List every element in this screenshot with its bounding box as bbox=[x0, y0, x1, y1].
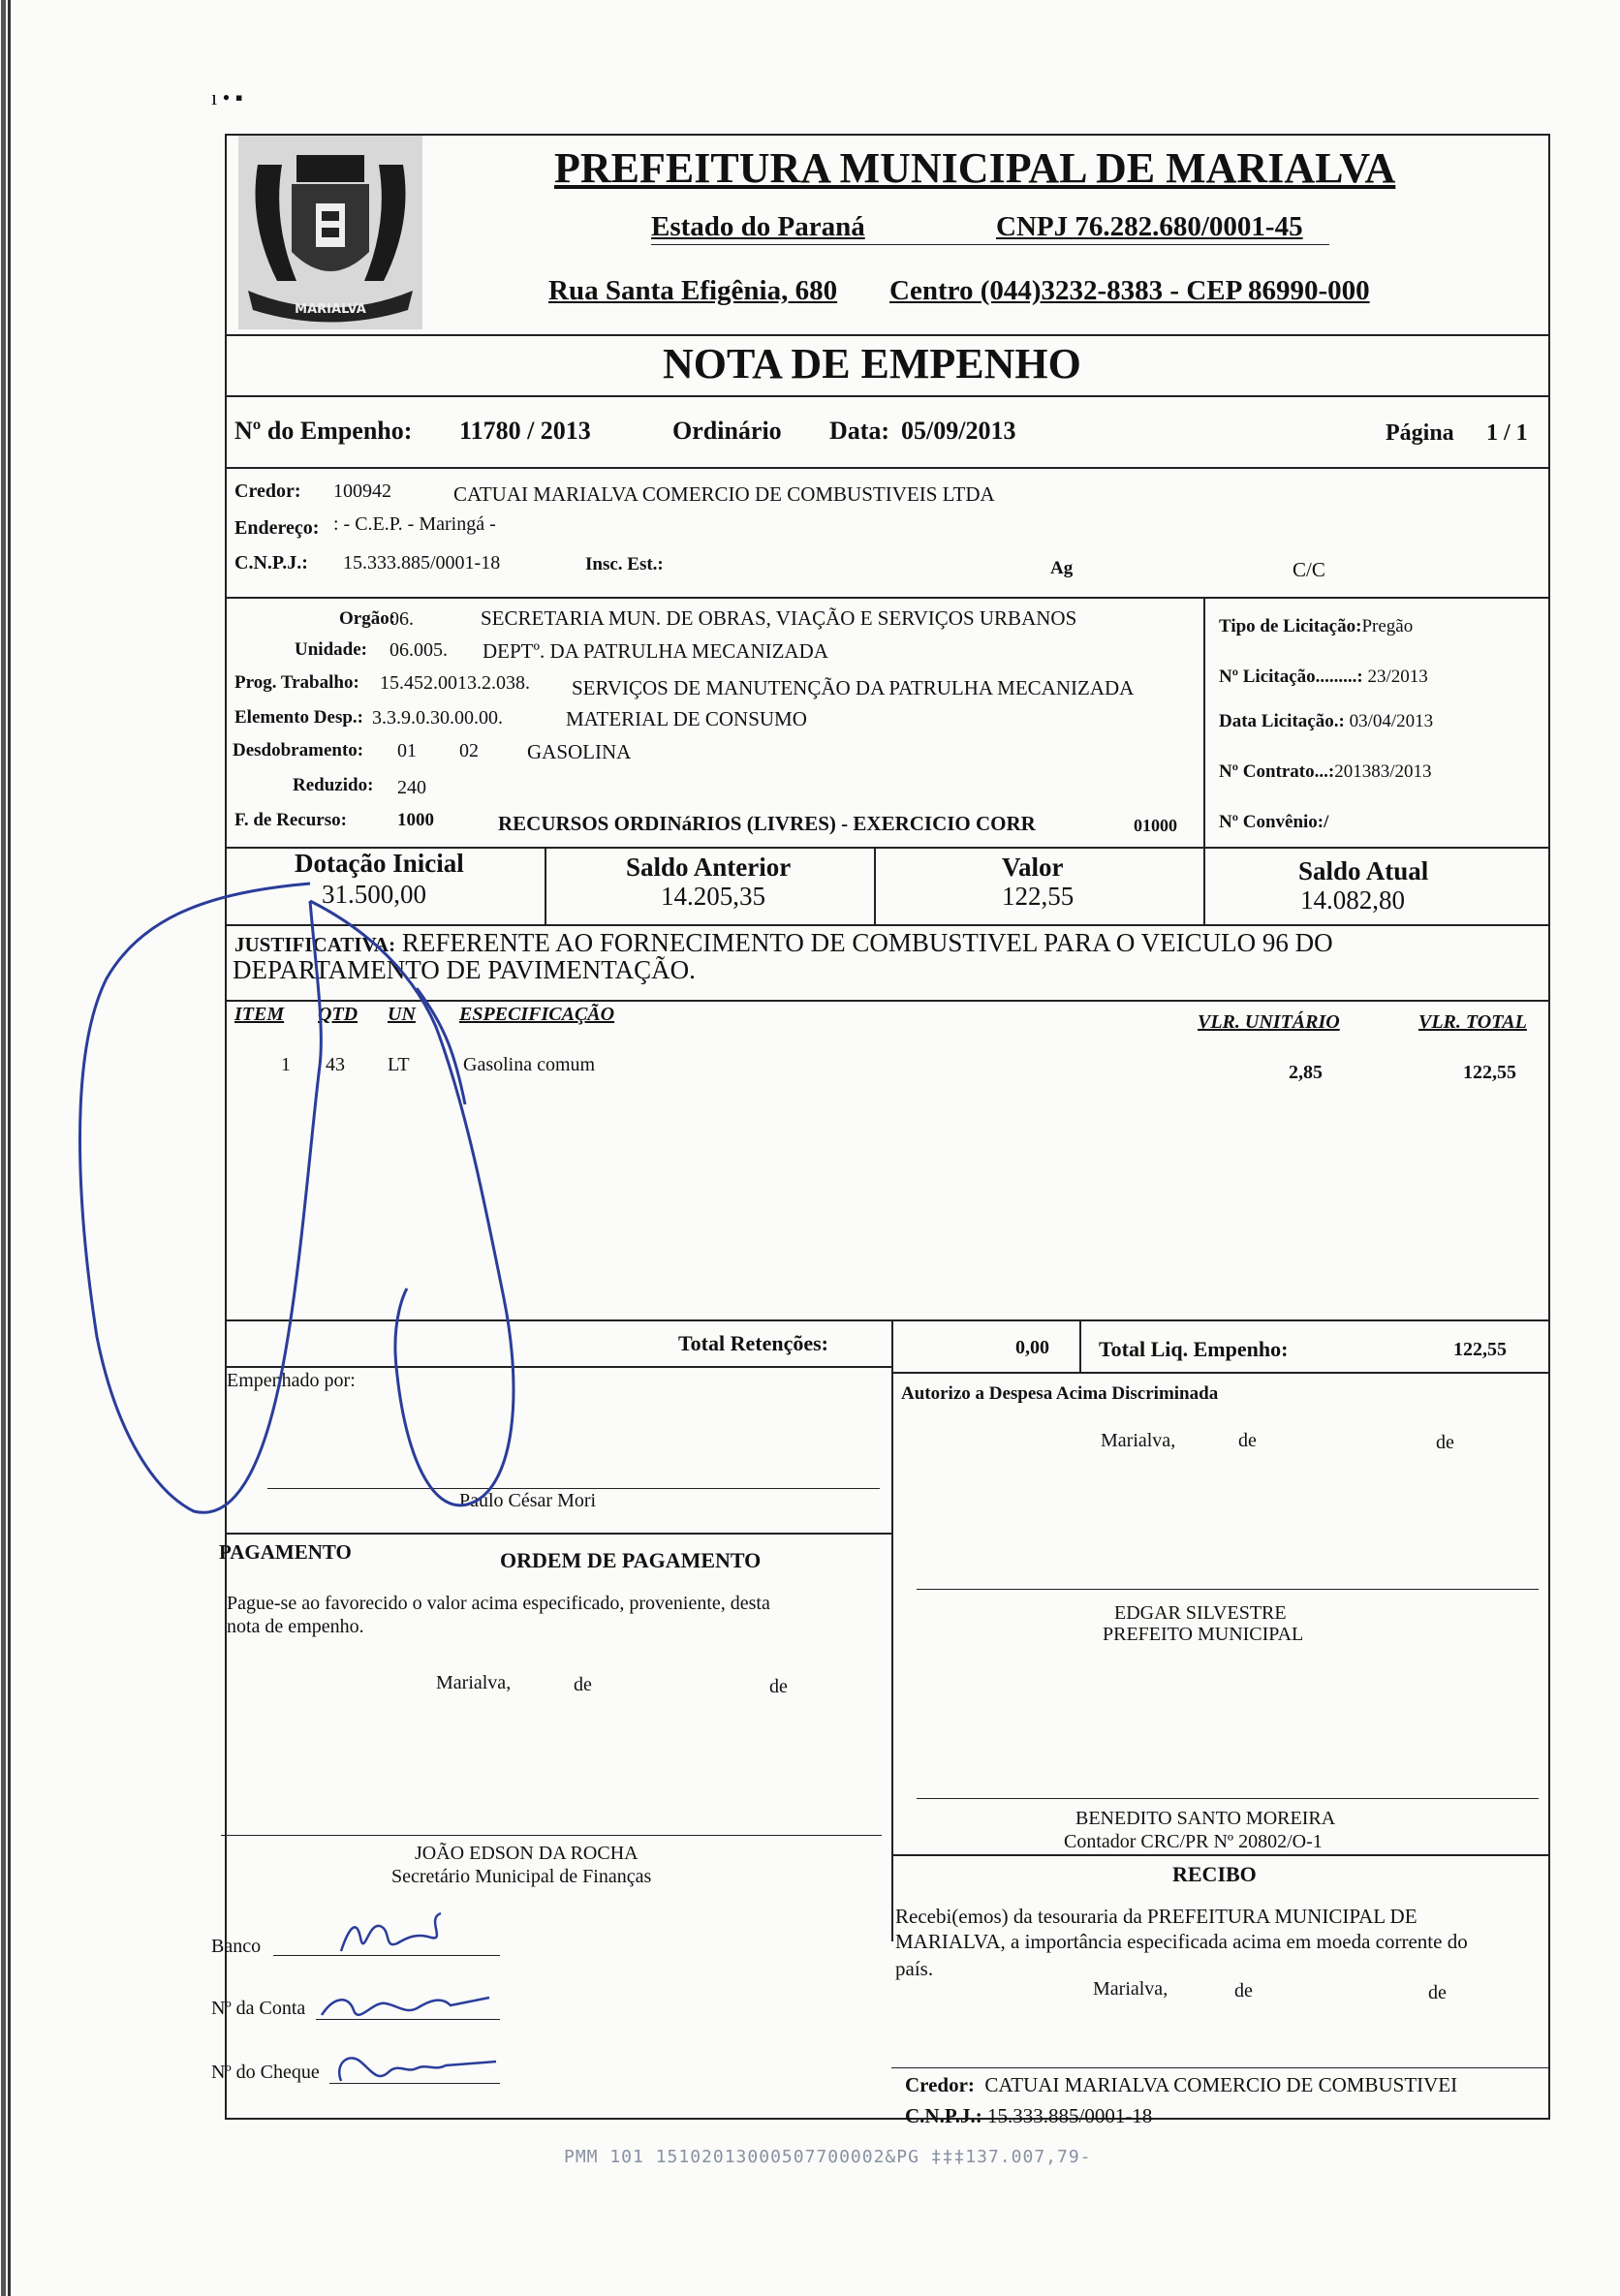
data-licitacao-label: Data Licitação.: bbox=[1219, 711, 1345, 731]
recibo-local: Marialva, bbox=[1093, 1978, 1168, 2000]
row-qtd: 43 bbox=[326, 1054, 345, 1075]
justificativa-line1: REFERENTE AO FORNECIMENTO DE COMBUSTIVEL PARA O VEICULO 96 DO bbox=[401, 928, 1333, 957]
empenho-date-label: Data: bbox=[829, 417, 890, 445]
cnpj-value: 15.333.885/0001-18 bbox=[343, 552, 501, 574]
recibo-credor-value: CATUAI MARIALVA COMERCIO DE COMBUSTIVEI bbox=[984, 2073, 1458, 2096]
page-number: 1 / 1 bbox=[1486, 420, 1528, 446]
credor-code: 100942 bbox=[333, 481, 391, 502]
row-especificacao: Gasolina comum bbox=[463, 1054, 596, 1075]
recibo-de-2: de bbox=[1428, 1982, 1447, 2003]
liq-empenho-value: 122,55 bbox=[1453, 1339, 1507, 1360]
recurso-label: F. de Recurso: bbox=[234, 810, 347, 830]
tipo-licitacao-label: Tipo de Licitação: bbox=[1219, 616, 1362, 636]
desdobramento-desc: GASOLINA bbox=[527, 740, 632, 763]
credor-name: CATUAI MARIALVA COMERCIO DE COMBUSTIVEIS LTDA bbox=[453, 482, 995, 506]
pen-curve bbox=[80, 884, 322, 1512]
scan-marks: ı • ▪ bbox=[211, 85, 243, 109]
signature-conta bbox=[322, 1998, 489, 2015]
prog-label: Prog. Trabalho: bbox=[234, 672, 359, 693]
signature-banco bbox=[341, 1913, 441, 1951]
signature-cheque bbox=[339, 2058, 496, 2081]
col-header-especificacao: ESPECIFICAÇÃO bbox=[459, 1004, 615, 1025]
prefeito-cargo: PREFEITO MUNICIPAL bbox=[1103, 1624, 1304, 1645]
saldo-atual-value: 14.082,80 bbox=[1300, 885, 1405, 915]
pagamento-local: Marialva, bbox=[436, 1672, 512, 1693]
cc-label: C/C bbox=[1293, 558, 1325, 581]
reduzido-value: 240 bbox=[397, 777, 426, 798]
mechanical-stamp: PMM 101 15102013000507700002&PG ‡‡‡137.007,79- bbox=[564, 2147, 1092, 2167]
saldo-atual-label: Saldo Atual bbox=[1298, 856, 1429, 885]
desdobramento-b: 02 bbox=[459, 740, 479, 761]
recibo-title: RECIBO bbox=[1172, 1862, 1257, 1886]
empenho-number-label: Nº do Empenho: bbox=[234, 417, 413, 445]
conta-label: Nº da Conta bbox=[211, 1998, 306, 2019]
col-header-un: UN bbox=[388, 1004, 416, 1025]
row-total-value: 122,55 bbox=[1463, 1062, 1516, 1083]
recibo-credor-label: Credor: bbox=[905, 2073, 975, 2096]
saldo-anterior-value: 14.205,35 bbox=[661, 882, 765, 911]
valor-value: 122,55 bbox=[1002, 882, 1075, 911]
autorizo-de-1: de bbox=[1238, 1430, 1257, 1451]
retencoes-value: 0,00 bbox=[1015, 1337, 1049, 1358]
autorizo-text: Autorizo a Despesa Acima Discriminada bbox=[901, 1383, 1219, 1404]
elemento-desc: MATERIAL DE CONSUMO bbox=[566, 707, 807, 730]
valor-label: Valor bbox=[1002, 853, 1064, 882]
pen-curve bbox=[310, 901, 514, 1505]
empenho-number: 11780 / 2013 bbox=[459, 417, 591, 445]
dotacao-label: Dotação Inicial bbox=[295, 849, 464, 878]
credor-label: Credor: bbox=[234, 481, 301, 502]
recibo-de-1: de bbox=[1234, 1980, 1253, 2001]
secretario-nome: JOÃO EDSON DA ROCHA bbox=[415, 1843, 639, 1864]
prefeito-nome: EDGAR SILVESTRE bbox=[1114, 1602, 1287, 1624]
empenhado-label: Empenhado por: bbox=[227, 1370, 356, 1391]
autorizo-de-2: de bbox=[1436, 1432, 1454, 1453]
liq-empenho-label: Total Liq. Empenho: bbox=[1099, 1337, 1289, 1361]
coat-of-arms-motto: MARIALVA bbox=[295, 302, 366, 317]
pagamento-texto-2: nota de empenho. bbox=[227, 1616, 364, 1637]
row-unit-value: 2,85 bbox=[1289, 1062, 1323, 1083]
justificativa-label: JUSTIFICATIVA: bbox=[234, 933, 396, 956]
recibo-cnpj-value: 15.333.885/0001-18 bbox=[986, 2104, 1153, 2127]
address-contact: Centro (044)3232-8383 - CEP 86990-000 bbox=[889, 275, 1370, 306]
unidade-code: 06.005. bbox=[389, 639, 448, 661]
document-title: NOTA DE EMPENHO bbox=[663, 340, 1081, 388]
data-licitacao-value: 03/04/2013 bbox=[1349, 711, 1434, 731]
ag-label: Ag bbox=[1050, 558, 1074, 578]
insc-label: Insc. Est.: bbox=[585, 554, 664, 574]
pagamento-de-2: de bbox=[769, 1676, 788, 1697]
page-title: PREFEITURA MUNICIPAL DE MARIALVA bbox=[554, 144, 1396, 192]
pagamento-label: PAGAMENTO bbox=[219, 1540, 352, 1564]
contrato-label: Nº Contrato...: bbox=[1219, 761, 1335, 782]
col-header-unit-value: VLR. UNITÁRIO bbox=[1198, 1011, 1340, 1033]
reduzido-label: Reduzido: bbox=[293, 775, 374, 795]
recibo-cnpj-label: C.N.P.J.: bbox=[905, 2104, 982, 2127]
empenho-date: 05/09/2013 bbox=[901, 417, 1016, 445]
dotacao-value: 31.500,00 bbox=[322, 880, 426, 909]
unidade-label: Unidade: bbox=[295, 639, 367, 660]
contador-nome: BENEDITO SANTO MOREIRA bbox=[1075, 1808, 1336, 1829]
recibo-texto-2: MARIALVA, a importância especificada acima em moeda corrente do bbox=[895, 1930, 1468, 1953]
cnpj-label: C.N.P.J.: bbox=[234, 552, 308, 574]
autorizo-local: Marialva, bbox=[1101, 1430, 1176, 1451]
cheque-label: Nº do Cheque bbox=[211, 2062, 320, 2083]
recurso-code: 1000 bbox=[397, 810, 434, 830]
prog-code: 15.452.0013.2.038. bbox=[380, 672, 530, 694]
empenhado-nome: Paulo César Mori bbox=[459, 1490, 597, 1511]
pagamento-texto-1: Pague-se ao favorecido o valor acima especificado, proveniente, desta bbox=[227, 1593, 770, 1614]
address-street: Rua Santa Efigênia, 680 bbox=[548, 275, 838, 306]
state-name: Estado do Paraná bbox=[651, 211, 865, 242]
row-un: LT bbox=[388, 1054, 410, 1075]
recurso-desc: RECURSOS ORDINáRIOS (LIVRES) - EXERCICIO CORR bbox=[498, 812, 1036, 835]
retencoes-label: Total Retenções: bbox=[678, 1331, 828, 1355]
elemento-label: Elemento Desp.: bbox=[234, 707, 363, 728]
pagamento-de-1: de bbox=[574, 1674, 592, 1695]
col-header-item: ITEM bbox=[234, 1004, 285, 1025]
unidade-desc: DEPTº. DA PATRULHA MECANIZADA bbox=[483, 639, 828, 663]
row-item: 1 bbox=[281, 1054, 291, 1075]
orgao-desc: SECRETARIA MUN. DE OBRAS, VIAÇÃO E SERVIÇOS URBANOS bbox=[481, 606, 1077, 630]
orgao-label: Orgão: bbox=[339, 608, 396, 629]
page-label: Página bbox=[1386, 420, 1454, 446]
banco-label: Banco bbox=[211, 1936, 262, 1957]
convenio-label: Nº Convênio:/ bbox=[1219, 812, 1329, 832]
orgao-code: 06. bbox=[389, 608, 414, 630]
city-cnpj: CNPJ 76.282.680/0001-45 bbox=[996, 211, 1303, 242]
secretario-cargo: Secretário Municipal de Finanças bbox=[391, 1866, 652, 1887]
elemento-code: 3.3.9.0.30.00.00. bbox=[372, 707, 503, 729]
saldo-anterior-label: Saldo Anterior bbox=[626, 853, 792, 882]
empenho-type: Ordinário bbox=[672, 417, 782, 445]
recibo-texto-3: país. bbox=[895, 1957, 934, 1980]
recurso-sub: 01000 bbox=[1134, 816, 1177, 835]
endereco-value: : - C.E.P. - Maringá - bbox=[333, 513, 496, 535]
justificativa-line2: DEPARTAMENTO DE PAVIMENTAÇÃO. bbox=[233, 955, 696, 984]
col-header-total-value: VLR. TOTAL bbox=[1418, 1011, 1527, 1033]
tipo-licitacao-value: Pregão bbox=[1361, 616, 1414, 636]
numero-licitacao-label: Nº Licitação.........: bbox=[1219, 667, 1363, 687]
recibo-texto-1: Recebi(emos) da tesouraria da PREFEITURA MUNICIPAL DE bbox=[895, 1905, 1418, 1928]
endereco-label: Endereço: bbox=[234, 517, 320, 539]
contador-cargo: Contador CRC/PR Nº 20802/O-1 bbox=[1064, 1831, 1323, 1852]
numero-licitacao-value: 23/2013 bbox=[1367, 667, 1428, 687]
ordem-pagamento-label: ORDEM DE PAGAMENTO bbox=[500, 1548, 762, 1572]
desdobramento-label: Desdobramento: bbox=[233, 740, 364, 760]
desdobramento-a: 01 bbox=[397, 740, 417, 761]
col-header-qtd: QTD bbox=[318, 1004, 358, 1025]
prog-desc: SERVIÇOS DE MANUTENÇÃO DA PATRULHA MECANIZADA bbox=[572, 676, 1135, 699]
contrato-value: 201383/2013 bbox=[1334, 761, 1432, 782]
